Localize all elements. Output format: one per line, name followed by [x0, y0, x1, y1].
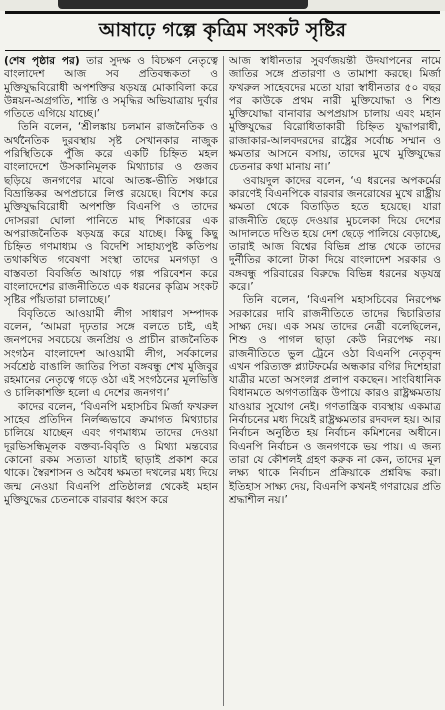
paragraph: আজ স্বাধীনতার সুবর্ণজয়ন্তী উদযাপনের নামে জাতির সঙ্গে প্রতারণা ও তামাশা করছে। মির্জা ফখরুল সাহেবদের মতো যারা স্বাধীনতার ৫০ বছর পর কাউকে প্রথম নারী মুক্তিযোদ্ধা ও শিশু মুক্তিযোদ্ধা বানাবার অপপ্রয়াস চালায় এবং মহান মুক্তিযুদ্ধের বিরোধিতাকারী চিহ্নিত যুদ্ধাপরাধী, রাজাকার-আলবদরদের রাষ্ট্রের সর্বোচ্চ সম্মান ও ক্ষমতার আসনে বসায়, তাদের মুখে মুক্তিযুদ্ধের চেতনার কথা মানায় না।’ [229, 55, 441, 174]
cropped-masthead-strip [0, 0, 445, 11]
paragraph [4, 55, 218, 121]
paragraph-text: তার সুদক্ষ ও বিচক্ষণ নেতৃত্বে বাংলাদেশ আজ সব প্রতিবন্ধকতা ও মুক্তিযুদ্ধবিরোধী অপশক্তির ষড়যন্ত্র মোকাবিলা করে উন্নয়ন-অগ্রগতি, শান্তি ও সমৃদ্ধির অভিযাত্রায় দুর্বার গতিতে এগিয়ে যাচ্ছে।’ [4, 55, 218, 121]
continuation-tag: (শেষ পৃষ্ঠার পর) [4, 55, 80, 67]
paragraph: বিবৃতিতে আওয়ামী লীগ সাধারণ সম্পাদক বলেন, ‘আমরা দৃঢ়তার সঙ্গে বলতে চাই, এই জনপদের সবচেয়ে জনপ্রিয় ও প্রাচীন রাজনৈতিক সংগঠন বাংলাদেশ আওয়ামী লীগ, সর্বকালের সর্বশ্রেষ্ঠ বাঙালি জাতির পিতা বঙ্গবন্ধু শেখ মুজিবুর রহমানের নেতৃত্বে গড়ে ওঠা এই সংগঠনের মূলভিত্তি ও চালিকাশক্তি হলো এ দেশের জনগণ।’ [4, 307, 218, 400]
masthead-band [58, 0, 308, 9]
paragraph: তিনি বলেন, ‘শ্রীলঙ্কায় চলমান রাজনৈতিক ও অর্থনৈতিক দুরবস্থায় সৃষ্ট সেখানকার নাজুক পরিস্থিতিকে পুঁজি করে একটি চিহ্নিত মহল বাংলাদেশে উসকানিমূলক মিথ্যাচার ও গুজব ছড়িয়ে জনগণের মাঝে আতঙ্ক-ভীতি সঞ্চারে বিভ্রান্তিকর অপপ্রচারে লিপ্ত রয়েছে। বিশেষ করে মুক্তিযুদ্ধবিরোধী অপশক্তি বিএনপি ও তাদের দোসররা ঘোলা পানিতে মাছ শিকারের এক অপরাজনৈতিক ষড়যন্ত্র করে যাচ্ছে। কিছু কিছু চিহ্নিত গণমাধ্যম ও বিদেশি সাহায্যপুষ্ট কতিপয় তথাকথিত গবেষণা সংস্থা তাদের মনগড়া ও বাস্তবতা বিবর্জিত আষাঢ়ে গল্প পরিবেশন করে বাংলাদেশের রাজনীতিতে এক ধরনের কৃত্রিম সংকট সৃষ্টির পাঁয়তারা চালাচ্ছে।’ [4, 121, 218, 307]
paragraph: কাদের বলেন, ‘বিএনপি মহাসচিব মির্জা ফখরুল সাহেব প্রতিদিন নির্লজ্জভাবে ক্রমাগত মিথ্যাচার চালিয়ে যাচ্ছেন এবং গণমাধ্যম তাদের দেওয়া দূরভিসন্ধিমূলক বক্তব্য-বিবৃতি ও মিথ্যা মন্তব্যের কোনো রকম সত্যতা যাচাই ছাড়াই প্রকাশ করে থাকে। স্বৈরশাসন ও অবৈধ ক্ষমতা দখলের মধ্য দিয়ে জন্ম নেওয়া বিএনপি প্রতিষ্ঠালগ্ন থেকেই মহান মুক্তিযুদ্ধের চেতনাকে বারবার ধ্বংস করে [4, 400, 218, 506]
paragraph: ওবায়দুল কাদের বলেন, ‘এ ধরনের অপকর্মের কারণেই বিএনপিকে বারবার জনরোষের মুখে রাষ্ট্রীয় ক্ষমতা থেকে বিতাড়িত হতে হয়েছে। যারা রাজনীতি ছেড়ে দেওয়ার মুচলেকা দিয়ে দেশের আদালতে দণ্ডিত হয়ে দেশ ছেড়ে পালিয়ে বেড়াচ্ছে, তারাই আজ বিশ্বের বিভিন্ন প্রান্ত থেকে তাদের দুর্নীতির কালো টাকা দিয়ে বাংলাদেশ সরকার ও বঙ্গবন্ধু পরিবারের বিরুদ্ধে বিভিন্ন ধরনের ষড়যন্ত্র করে।’ [229, 174, 441, 294]
right-column [229, 55, 441, 705]
headline-box [5, 11, 440, 51]
headline: আষাঢ়ে গল্পে কৃত্রিম সংকট সৃষ্টির [98, 19, 347, 41]
paragraph: তিনি বলেন, ‘বিএনপি মহাসচিবের নিরপেক্ষ সরকারের দাবি রাজনীতিতে তাদের দ্বিচারিতার সাক্ষ্য দেয়। এক সময় তাদের নেত্রী বলেছিলেন, শিশু ও পাগল ছাড়া কেউ নিরপেক্ষ নয়। রাজনীতিতে ভুল ট্রেনে ওঠা বিএনপি নেতৃবৃন্দ এখন পরিত্যক্ত প্ল্যাটফর্মের অন্ধকার বগির দিশেহারা যাত্রীর মতো অসংলগ্ন প্রলাপ বকছেন। সাংবিধানিক বিধানমতে অগণতান্ত্রিক উপায়ে কারও রাষ্ট্রক্ষমতায় যাওয়ার সুযোগ নেই। গণতান্ত্রিক ব্যবস্থায় একমাত্র নির্বাচনের মধ্য দিয়েই রাষ্ট্রক্ষমতার রদবদল হয়। আর নির্বাচন অনুষ্ঠিত হয় নির্বাচন কমিশনের অধীনে। বিএনপি নির্বাচন ও জনগণকে ভয় পায়। এ জন্য তারা যে কৌশলই গ্রহণ করুক না কেন, তাদের মূল লক্ষ্য থাকে নির্বাচন প্রক্রিয়াকে প্রশ্নবিদ্ধ করা। ইতিহাস সাক্ষ্য দেয়, বিএনপি কখনই গণরায়ের প্রতি শ্রদ্ধাশীল নয়।’ [229, 294, 441, 506]
left-column [4, 55, 218, 705]
column-divider [223, 56, 224, 706]
